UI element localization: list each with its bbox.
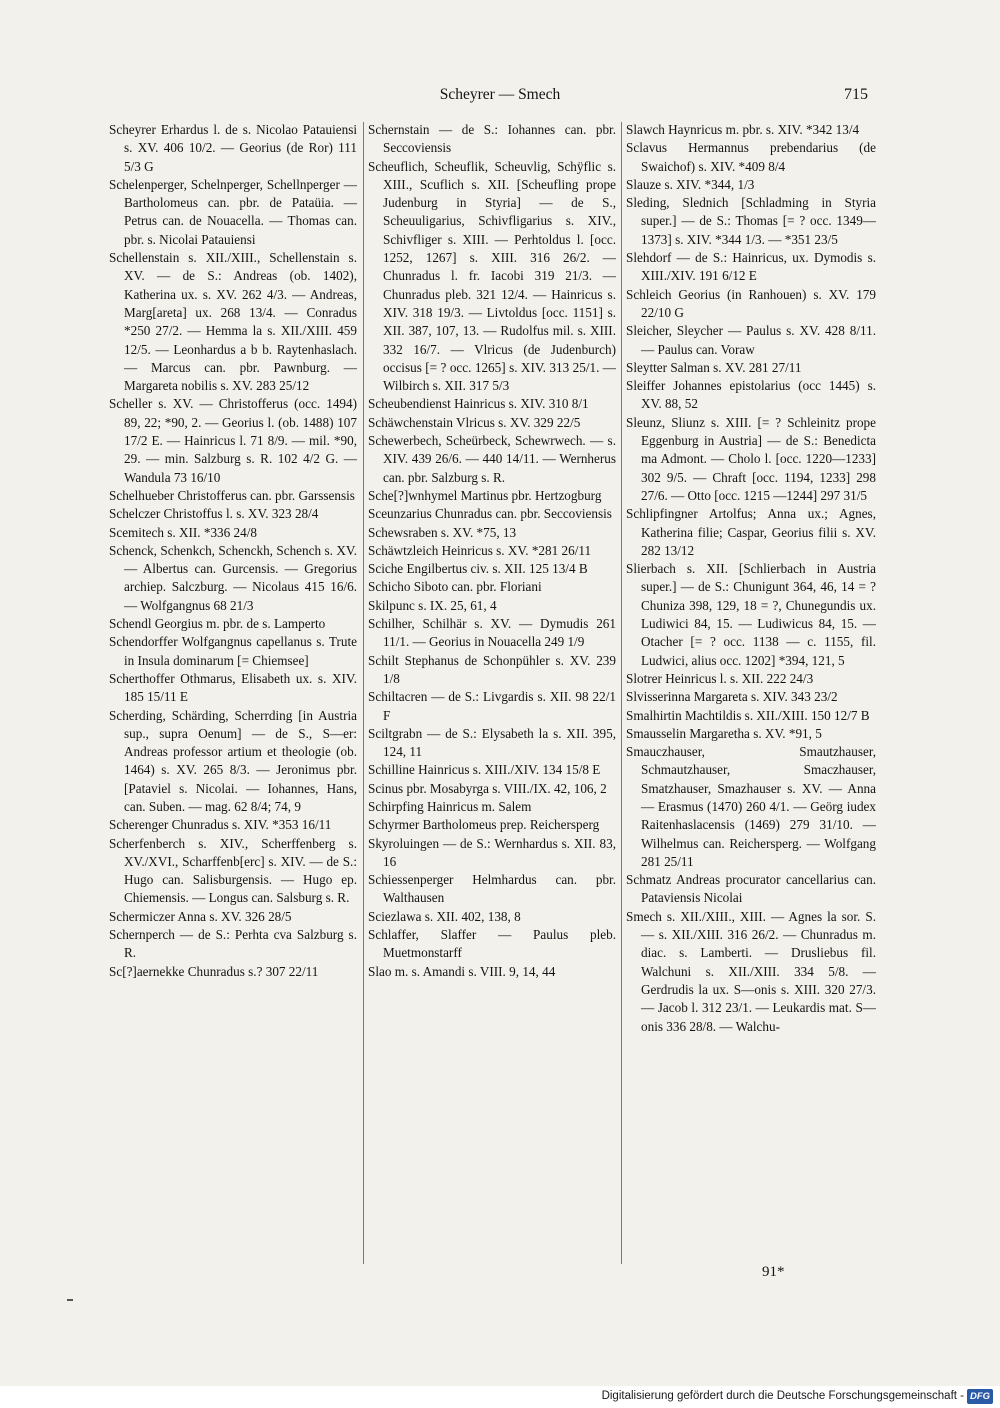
index-entry: Scherfenberch s. XIV., Scherffenberg s. XV./XVI., Scharffenb[erc] s. XIV. — de S.: Hugo can. Salisburgensis. — Hugo ep. Chiemensis. — Longus can. Salsburg s. R. [109,835,357,906]
index-entry: Schewerbech, Scheürbeck, Schewrwech. — s. XIV. 439 26/6. — 440 14/11. — Wernherus can. pbr. Salzburg s. R. [368,433,616,485]
index-entry: Schleich Georius (in Ranhouen) s. XV. 179 22/10 G [626,286,876,320]
index-entry: Sche[?]wnhymel Martinus pbr. Hertzogburg [368,487,602,503]
index-entry: Schäwtzleich Heinricus s. XV. *281 26/11 [368,542,592,558]
page-number: 715 [844,86,868,103]
index-entry: Sciltgrabn — de S.: Elysabeth la s. XII. 395, 124, 11 [368,725,616,760]
index-entry: Schilher, Schilhär s. XV. — Dymudis 261 11/1. — Georius in Nouacella 249 1/9 [368,616,616,650]
index-entry: Schiltacren — de S.: Livgardis s. XII. 98 22/1 F [368,689,616,723]
index-entry: Scinus pbr. Mosabyrga s. VIII./IX. 42, 106, 2 [368,780,607,796]
sheet-signature: 91* [762,1264,785,1280]
column-rule-right [621,122,622,1264]
index-entry: Schendl Georgius m. pbr. de s. Lamperto [109,616,326,632]
index-entry: Sleunz, Sliunz s. XIII. [= ? Schleinitz prope Eggenburg in Austria] — de S.: Benedicta ma Admont. — Cholo l. [occ. 1220—1233] 302 9/5. — Chraft [occ. 1194, 1233] 298 27/6. — Otto [occ. 1215 —1244] 297 31/5 [626,414,876,503]
index-entry: Skyroluingen — de S.: Wernhardus s. XII. 83, 16 [368,835,616,869]
index-entry: Schelhueber Christofferus can. pbr. Garssensis [109,487,355,503]
index-entry: Slotrer Heinricus l. s. XII. 222 24/3 [626,670,814,686]
index-entry: Schirpfing Hainricus m. Salem [368,798,532,814]
index-entry: Schyrmer Bartholomeus prep. Reichersperg [368,817,600,833]
index-entry: Scherenger Chunradus s. XIV. *353 16/11 [109,817,332,833]
index-entry: Schelczer Christoffus l. s. XV. 323 28/4 [109,506,319,522]
running-head: Scheyrer — Smech [439,86,561,103]
margin-mark [67,1299,73,1301]
index-entry: Smech s. XII./XIII., XIII. — Agnes la sor. S. — s. XII./XIII. 316 26/2. — Chunradus m. diac. s. Lamberti. — Drusliebus fil. Walchuni s. XII./XIII. 334 5/8. — Gerdrudis la ux. S—onis s. XIII. 320 27/3. — Jacob l. 312 23/1. — Leukardis mat. S—onis 336 28/8. — Walchu- [626,908,876,1034]
index-entry: Skilpunc s. IX. 25, 61, 4 [368,597,497,613]
index-entry: Sciche Engilbertus civ. s. XII. 125 13/4 B [368,561,588,577]
index-entry: Scheubendienst Hainricus s. XIV. 310 8/1 [368,396,589,412]
index-column-1 [109,121,357,981]
index-entry: Smauczhauser, Smautzhauser, Schmautzhauser, Smaczhauser, Smatzhauser, Smazhauser s. XV. — Anna — Erasmus (1470) 260 4/1. — Geörg iudex Raitenhaslacensis (1469) 279 31/10. — Wilhelmus can. Reichersperg. — Wolfgang 281 25/11 [626,744,876,869]
index-column-3 [626,121,876,1036]
index-entry: Sleiffer Johannes epistolarius (occ 1445) s. XV. 88, 52 [626,378,876,412]
index-entry: Schenck, Schenkch, Schenckh, Schench s. XV. — Albertus can. Gurcensis. — Gregorius archiep. Salczburg. — Nicolaus 415 16/6. — Wolfgangnus 68 21/3 [109,542,357,613]
index-entry: Sceunzarius Chunradus can. pbr. Seccoviensis [368,506,612,522]
index-entry: Smalhirtin Machtildis s. XII./XIII. 150 12/7 B [626,707,870,723]
dfg-logo-icon: DFG [967,1389,993,1404]
index-entry: Schlipfingner Artolfus; Anna ux.; Agnes, Katherina filie; Caspar, Georius filii s. XV. 282 13/12 [626,506,876,558]
index-entry: Schicho Siboto can. pbr. Floriani [368,579,542,595]
index-entry: Slvisserinna Margareta s. XIV. 343 23/2 [626,689,838,705]
index-entry: Schellenstain s. XII./XIII., Schellenstain s. XV. — de S.: Andreas (ob. 1402), Katherina ux. s. XV. 262 4/3. — Andreas, Marg[areta] ux. 268 13/4. — Conradus *250 27/2. — Hemma la s. XII./XIII. 459 12/5. — Leonhardus a b b. Raytenhaslach. — Marcus can. pbr. Pawnburg. — Margareta nobilis s. XV. 283 25/12 [109,250,357,394]
index-entry: Sclavus Hermannus prebendarius (de Swaichof) s. XIV. *409 8/4 [626,140,876,174]
index-entry: Scheyrer Erhardus l. de s. Nicolao Patauiensi s. XV. 406 10/2. — Georius (de Ror) 111 5/3 G [109,122,357,174]
index-entry: Schernperch — de S.: Perhta cva Salzburg s. R. [109,927,357,961]
index-entry: Sciezlawa s. XII. 402, 138, 8 [368,908,521,924]
index-entry: Sleding, Slednich [Schladming in Styria super.] — de S.: Thomas [= ? occ. 1349—1373] s. XIV. *344 1/3. — *351 23/5 [626,195,876,247]
index-entry: Schilt Stephanus de Schonpühler s. XV. 239 1/8 [368,652,616,686]
index-entry: Scemitech s. XII. *336 24/8 [109,524,257,540]
index-entry: Slehdorf — de S.: Hainricus, ux. Dymodis s. XIII./XIV. 191 6/12 E [626,250,876,284]
footer-bar [0,1386,1000,1408]
index-entry: Schmatz Andreas procurator cancellarius can. Pataviensis Nicolai [626,872,876,906]
index-entry: Schiessenperger Helmhardus can. pbr. Walthausen [368,872,616,906]
index-entry: Schlaffer, Slaffer — Paulus pleb. Muetmonstarff [368,927,616,961]
index-entry: Schermiczer Anna s. XV. 326 28/5 [109,908,292,924]
index-entry: Scheller s. XV. — Christofferus (occ. 1494) 89, 22; *90, 2. — Georius l. (ob. 1488) 107 17/2 E. — Hainricus l. 71 8/9. — mil. *90, 29. — min. Salzburg s. R. 102 4/2 G. — Wandula 73 16/10 [109,396,357,485]
index-entry: Slierbach s. XII. [Schlierbach in Austria super.] — de S.: Chunigunt 364, 46, 14 = ? Chuniza 398, 129, 18 = ?, Chunegundis ux. Ludiwici 84, 15. — Ludiwicus 84, 15. — Otacher [= ? occ. 1138 — c. 1155, fil. Ludwici, alius occ. 1202] *394, 121, 5 [626,561,876,668]
index-entry: Slao m. s. Amandi s. VIII. 9, 14, 44 [368,963,556,979]
index-entry: Slawch Haynricus m. pbr. s. XIV. *342 13/4 [626,122,860,137]
funding-notice: Digitalisierung gefördert durch die Deutsche Forschungsgemeinschaft - [601,1390,964,1402]
index-entry: Schewsraben s. XV. *75, 13 [368,524,517,540]
index-column-2 [368,121,616,981]
index-entry: Slauze s. XIV. *344, 1/3 [626,176,755,192]
index-entry: Sleicher, Sleycher — Paulus s. XV. 428 8/11. — Paulus can. Voraw [626,323,876,357]
index-entry: Schendorffer Wolfgangnus capellanus s. Trute in Insula dominarum [= Chiemsee] [109,634,357,668]
index-entry: Sleytter Salman s. XV. 281 27/11 [626,359,802,375]
index-entry: Sc[?]aernekke Chunradus s.? 307 22/11 [109,963,319,979]
index-entry: Smausselin Margaretha s. XV. *91, 5 [626,725,822,741]
index-entry: Scheuflich, Scheuflik, Scheuvlig, Schÿflic s. XIII., Scuflich s. XII. [Scheufling prope Judenburg in Styria] — de S., Scheuuligarius, Schivfligarius s. XIV., Schivfliger s. XIII. — Perhtoldus l. [occ. 1252, 1267] s. XIII. 316 26/2. — Chunradus l. fr. Iacobi 319 21/3. — Chunradus pleb. 321 12/4. — Hainricus s. XIV. 318 19/3. — Livtoldus [occ. 1151] s. XII. 387, 107, 13. — Rudolfus mil. s. XIII. 332 16/7. — Vlricus (de Judenburch) occisus [= ? occ. 1265] s. XIV. 313 25/1. — Wilbirch s. XII. 317 5/3 [368,158,616,394]
index-entry: Schilline Hainricus s. XIII./XIV. 134 15/8 E [368,762,601,778]
column-rule-left [363,122,364,1264]
index-entry: Scherding, Schärding, Scherrding [in Austria sup., supra Oenum] — de S., S—er: Andreas professor artium et theologie (ob. 1464) s. XV. 265 8/3. — Jeronimus pbr. [Pataviel s. Nicolai. — Iohannes, Hans, can. Suben. — mag. 62 8/4; 74, 9 [109,707,357,814]
index-entry: Schäwchenstain Vlricus s. XV. 329 22/5 [368,414,581,430]
index-entry: Scherthoffer Othmarus, Elisabeth ux. s. XIV. 185 15/11 E [109,670,357,705]
index-entry: Schernstain — de S.: Iohannes can. pbr. Seccoviensis [368,122,616,156]
index-entry: Schelenperger, Schelnperger, Schellnperger — Bartholomeus can. pbr. de Pataüia. — Petrus can. de Nouacella. — Thomas can. pbr. s. Nicolai Patauiensi [109,176,357,247]
